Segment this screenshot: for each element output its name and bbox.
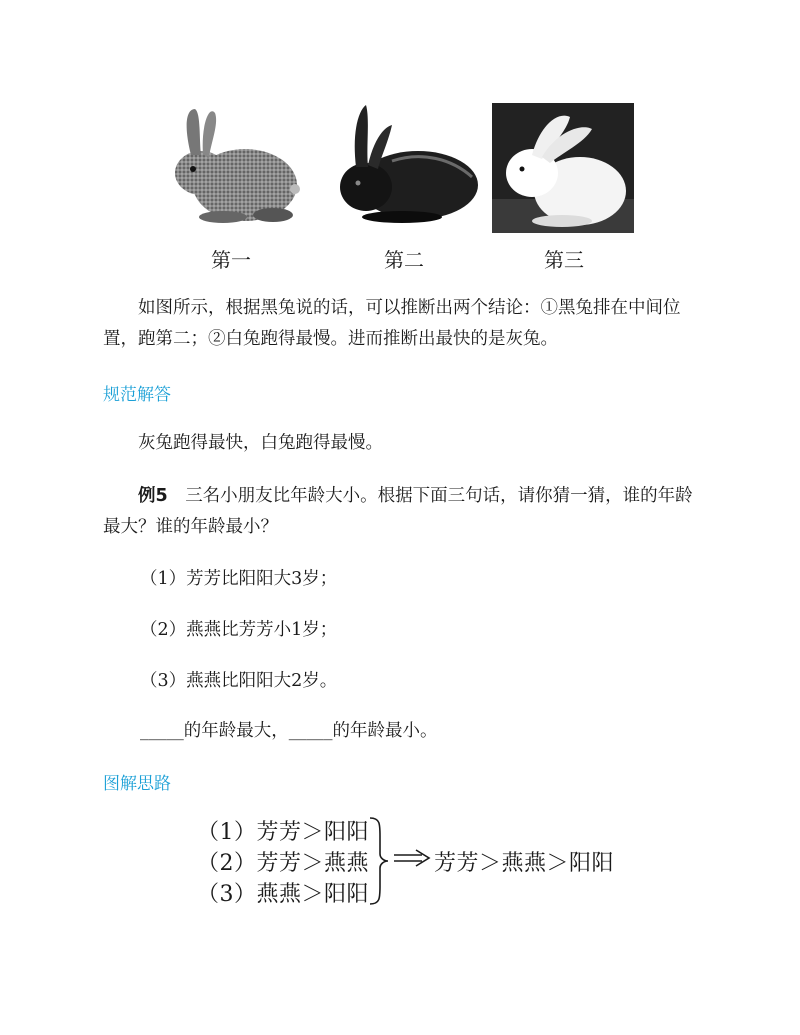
caption-second: 第二 bbox=[384, 248, 424, 272]
diagram-line-2: （2）芳芳＞燕燕 bbox=[197, 851, 369, 876]
diagram-heading: 图解思路 bbox=[103, 774, 171, 794]
diagram-line-1: （1）芳芳＞阳阳 bbox=[197, 820, 369, 845]
explanation-paragraph: 如图所示，根据黑兔说的话，可以推断出两个结论：①黑兔排在中间位置，跑第二；②白兔跑得最慢。进而推断出最快的是灰兔。 bbox=[103, 298, 681, 349]
answer-heading: 规范解答 bbox=[103, 385, 171, 405]
caption-first: 第一 bbox=[211, 248, 251, 272]
diagram-conclusion: 芳芳＞燕燕＞阳阳 bbox=[434, 851, 615, 876]
example-paragraph bbox=[103, 481, 703, 543]
diagram-line-3: （3）燕燕＞阳阳 bbox=[197, 882, 369, 907]
implies-arrow-icon bbox=[392, 848, 432, 868]
gray-rabbit-photo bbox=[163, 103, 301, 233]
condition-1: （1）芳芳比阳阳大3岁； bbox=[140, 569, 338, 589]
condition-3: （3）燕燕比阳阳大2岁。 bbox=[140, 671, 338, 691]
fill-in-blank: _____的年龄最大，_____的年龄最小。 bbox=[140, 721, 438, 741]
black-rabbit-photo bbox=[322, 103, 482, 233]
example-text: 三名小朋友比年龄大小。根据下面三句话，请你猜一猜，谁的年龄最大？谁的年龄最小？ bbox=[103, 486, 693, 537]
caption-third: 第三 bbox=[544, 248, 584, 272]
condition-2: （2）燕燕比芳芳小1岁； bbox=[140, 620, 338, 640]
right-brace-icon bbox=[368, 816, 390, 906]
white-rabbit-photo bbox=[492, 103, 634, 233]
answer-text: 灰兔跑得最快，白兔跑得最慢。 bbox=[138, 433, 383, 453]
example-label: 例5 bbox=[138, 486, 168, 506]
